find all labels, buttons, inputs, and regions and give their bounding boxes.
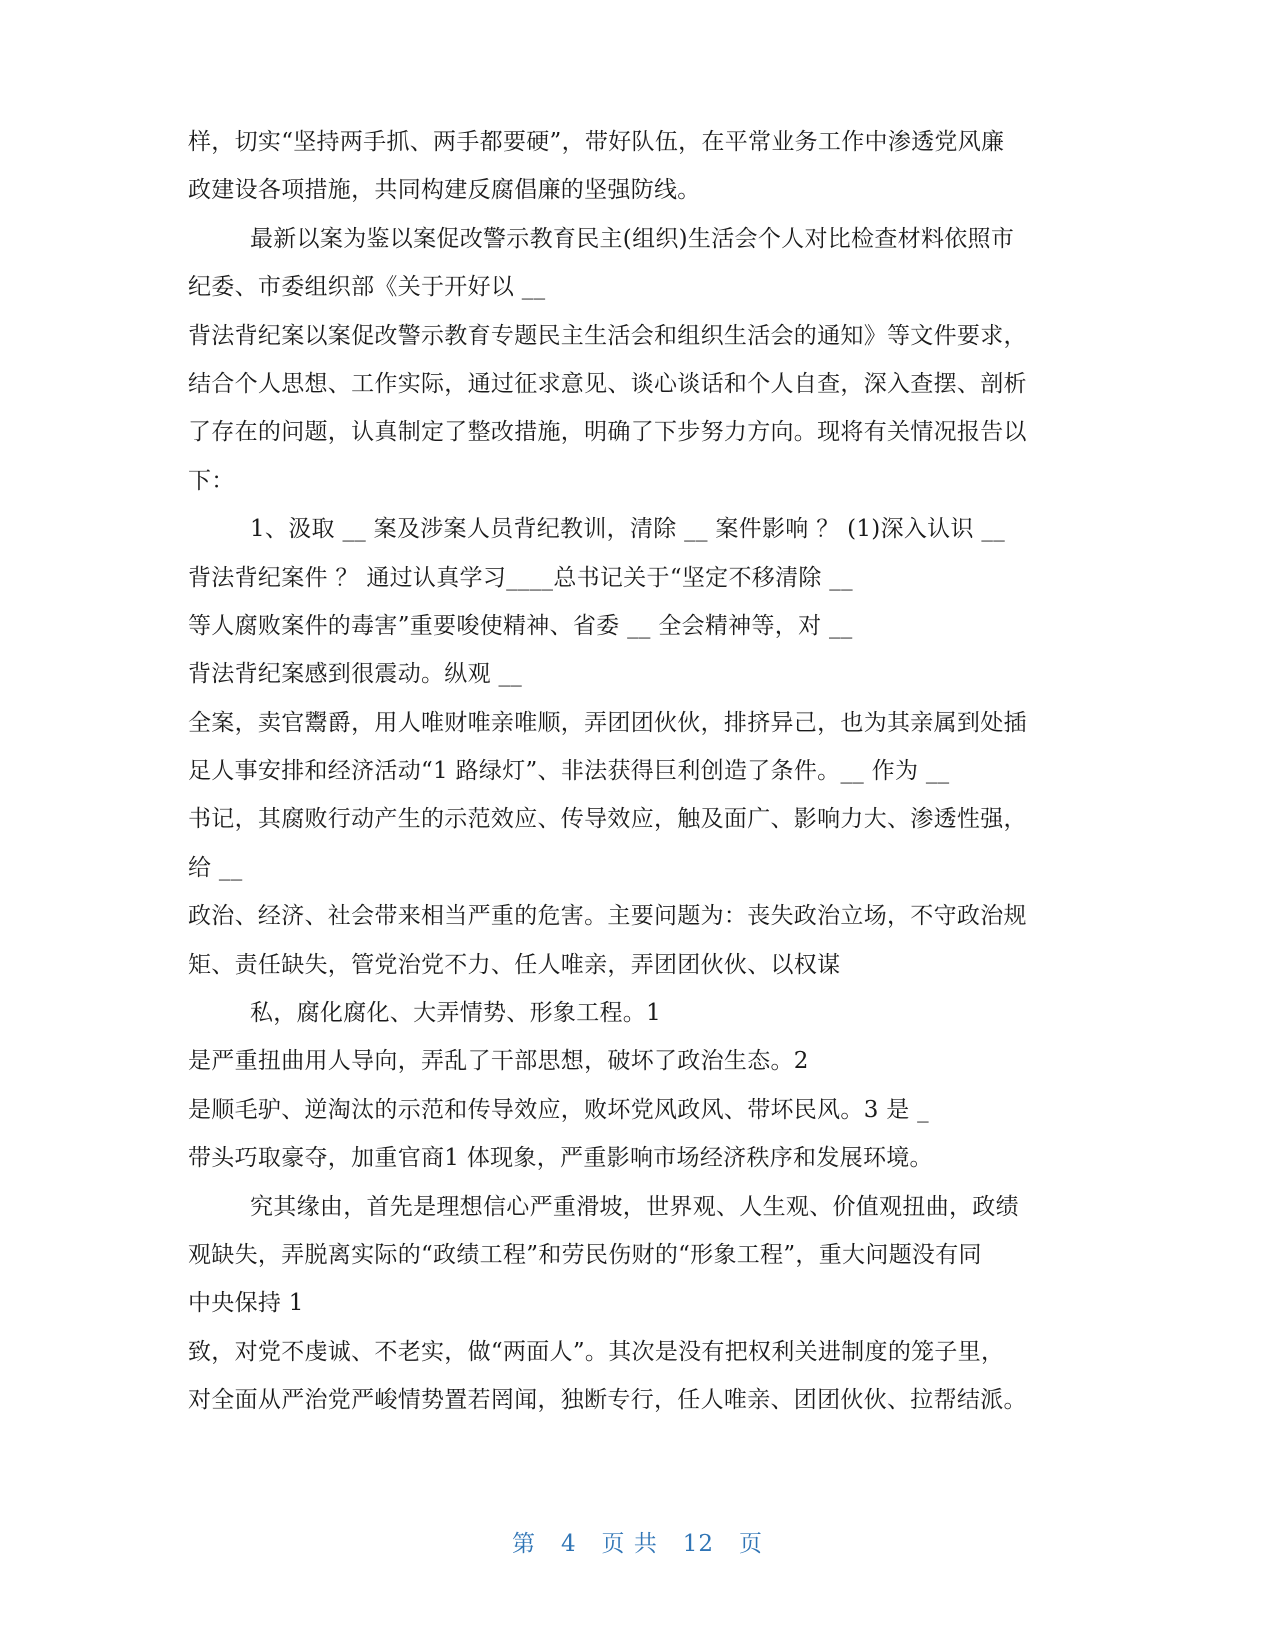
text-line: 观缺失，弄脱离实际的“政绩工程”和劳民伤财的“形象工程”，重大问题没有同 (188, 1241, 982, 1268)
text-line: 书记，其腐败行动产生的示范效应、传导效应，触及面广、影响力大、渗透性强， (188, 806, 1027, 833)
text-line: 中央保持 1 (188, 1290, 304, 1317)
footer-suffix: 页 (738, 1531, 763, 1557)
text-line: 带头巧取豪夺，加重官商1 体现象，严重影响市场经济秩序和发展环境。 (188, 1145, 933, 1172)
text-line: 背法背纪案感到很震动。纵观 __ (188, 661, 523, 688)
text-line: 足人事安排和经济活动“1 路绿灯”、非法获得巨利创造了条件。__ 作为 __ (188, 758, 950, 785)
page-footer (0, 1525, 1275, 1558)
text-line: 矩、责任缺失，管党治党不力、任人唯亲，弄团团伙伙、以权谋 (188, 951, 841, 978)
text-line: 政建设各项措施，共同构建反腐倡廉的坚强防线。 (188, 177, 701, 204)
text-line: 最新以案为鉴以案促改警示教育民主(组织)生活会个人对比检查材料依照市 (250, 225, 1015, 252)
text-line: 是严重扭曲用人导向，弄乱了干部思想，破坏了政治生态。2 (188, 1048, 809, 1075)
text-line: 是顺毛驴、逆淘汰的示范和传导效应，败坏党风政风、带坏民风。3 是 _ (188, 1096, 929, 1123)
text-line: 1、汲取 __ 案及涉案人员背纪教训，清除 __ 案件影响 ？ (1)深入认识 __ (250, 516, 1005, 543)
footer-current-page: 4 (560, 1531, 577, 1557)
body-text (188, 118, 1088, 1425)
text-line: 背法背纪案件 ？ 通过认真学习____总书记关于“坚定不移清除 __ (188, 564, 853, 591)
text-line: 背法背纪案以案促改警示教育专题民主生活会和组织生活会的通知》等文件要求， (188, 322, 1027, 349)
text-line: 政治、经济、社会带来相当严重的危害。主要问题为：丧失政治立场，不守政治规 (188, 903, 1027, 930)
text-line: 样，切实“坚持两手抓、两手都要硬”，带好队伍，在平常业务工作中渗透党风廉 (188, 129, 1005, 155)
text-line: 全案，卖官鬻爵，用人唯财唯亲唯顺，弄团团伙伙，排挤异己，也为其亲属到处插 (188, 709, 1027, 736)
text-line: 给 __ (188, 854, 243, 881)
footer-middle: 页 共 (601, 1531, 658, 1557)
text-line: 等人腐败案件的毒害”重要唆使精神、省委 __ 全会精神等，对 __ (188, 612, 853, 639)
text-line: 结合个人思想、工作实际，通过征求意见、谈心谈话和个人自查，深入查摆、剖析 (188, 370, 1027, 397)
text-line: 了存在的问题，认真制定了整改措施，明确了下步努力方向。现将有关情况报告以 (188, 419, 1027, 446)
text-line: 纪委、市委组织部《关于开好以 __ (188, 274, 546, 301)
footer-total-pages: 12 (682, 1531, 715, 1557)
text-line: 致，对党不虔诚、不老实，做“两面人”。其次是没有把权利关进制度的笼子里， (188, 1338, 1005, 1365)
footer-prefix: 第 (512, 1531, 536, 1557)
text-line: 下： (188, 467, 235, 494)
text-line: 究其缘由，首先是理想信心严重滑坡，世界观、人生观、价值观扭曲，政绩 (250, 1193, 1019, 1220)
text-line: 私，腐化腐化、大弄情势、形象工程。1 (250, 1000, 662, 1027)
text-line: 对全面从严治党严峻情势置若罔闻，独断专行，任人唯亲、团团伙伙、拉帮结派。 (188, 1387, 1027, 1414)
